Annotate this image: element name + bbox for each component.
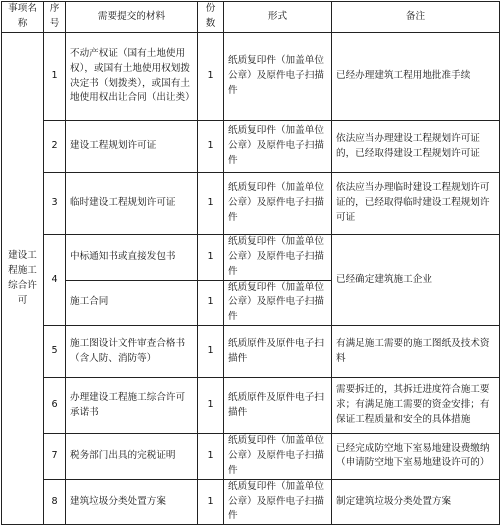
material-cell: 税务部门出具的完税证明 <box>66 434 198 480</box>
form-cell: 纸质原件及原件电子扫描件 <box>224 378 332 434</box>
remarks-cell: 需要拆迁的，其拆迁进度符合施工要求；有满足施工需要的资金安排；有保证工程质量和安全的具体措施 <box>332 378 500 434</box>
copies-cell: 1 <box>198 33 224 121</box>
matter-name-cell: 建设工程施工综合许可 <box>2 33 44 525</box>
form-cell: 纸质复印件（加盖单位公章）及原件电子扫描件 <box>224 434 332 480</box>
table-row <box>2 121 500 173</box>
copies-cell: 1 <box>198 434 224 480</box>
form-cell: 纸质复印件（加盖单位公章）及原件电子扫描件 <box>224 479 332 525</box>
remarks-cell: 依法应当办理建设工程规划许可证的，已经取得建设工程规划许可证 <box>332 121 500 173</box>
form-cell: 纸质复印件（加盖单位公章）及原件电子扫描件 <box>224 280 332 326</box>
header-row <box>2 2 500 33</box>
seq-cell: 4 <box>44 235 66 326</box>
material-cell: 临时建设工程规划许可证 <box>66 173 198 235</box>
materials-table <box>1 1 500 525</box>
remarks-cell: 有满足施工需要的施工图纸及技术资料 <box>332 326 500 378</box>
copies-cell: 1 <box>198 173 224 235</box>
material-cell: 建设工程规划许可证 <box>66 121 198 173</box>
seq-cell: 6 <box>44 378 66 434</box>
material-cell: 办理建设工程施工综合许可承诺书 <box>66 378 198 434</box>
table-row <box>2 173 500 235</box>
header-remarks: 备注 <box>332 2 500 33</box>
material-cell: 不动产权证（国有土地使用权），或国有土地使用权划拨决定书（划拨类），或国有土地使用权出让合同（出让类） <box>66 33 198 121</box>
seq-cell: 2 <box>44 121 66 173</box>
material-cell: 中标通知书或直接发包书 <box>66 235 198 281</box>
table-row <box>2 434 500 480</box>
header-seq: 序号 <box>44 2 66 33</box>
header-copies: 份数 <box>198 2 224 33</box>
copies-cell: 1 <box>198 121 224 173</box>
seq-cell: 8 <box>44 479 66 525</box>
seq-cell: 5 <box>44 326 66 378</box>
seq-cell: 3 <box>44 173 66 235</box>
header-materials: 需要提交的材料 <box>66 2 198 33</box>
seq-cell: 7 <box>44 434 66 480</box>
table-row <box>2 378 500 434</box>
document-page <box>1 1 500 525</box>
form-cell: 纸质复印件（加盖单位公章）及原件电子扫描件 <box>224 121 332 173</box>
table-row <box>2 33 500 121</box>
form-cell: 纸质原件及原件电子扫描件 <box>224 326 332 378</box>
header-matter-name: 事项名称 <box>2 2 44 33</box>
form-cell: 纸质复印件（加盖单位公章）及原件电子扫描件 <box>224 173 332 235</box>
form-cell: 纸质复印件（加盖单位公章）及原件电子扫描件 <box>224 33 332 121</box>
form-cell: 纸质复印件（加盖单位公章）及原件电子扫描件 <box>224 235 332 281</box>
copies-cell: 1 <box>198 326 224 378</box>
remarks-cell: 制定建筑垃圾分类处置方案 <box>332 479 500 525</box>
material-cell: 施工图设计文件审查合格书（含人防、消防等） <box>66 326 198 378</box>
copies-cell: 1 <box>198 280 224 326</box>
material-cell: 施工合同 <box>66 280 198 326</box>
remarks-cell: 依法应当办理临时建设工程规划许可证的，已经取得临时建设工程规划许可证 <box>332 173 500 235</box>
table-row <box>2 235 500 281</box>
copies-cell: 1 <box>198 235 224 281</box>
remarks-cell: 已经确定建筑施工企业 <box>332 235 500 326</box>
table-row <box>2 479 500 525</box>
material-cell: 建筑垃圾分类处置方案 <box>66 479 198 525</box>
copies-cell: 1 <box>198 479 224 525</box>
table-row <box>2 326 500 378</box>
header-form: 形式 <box>224 2 332 33</box>
remarks-cell: 已经完成防空地下室易地建设费缴纳（申请防空地下室易地建设许可的） <box>332 434 500 480</box>
seq-cell: 1 <box>44 33 66 121</box>
remarks-cell: 已经办理建筑工程用地批准手续 <box>332 33 500 121</box>
copies-cell: 1 <box>198 378 224 434</box>
